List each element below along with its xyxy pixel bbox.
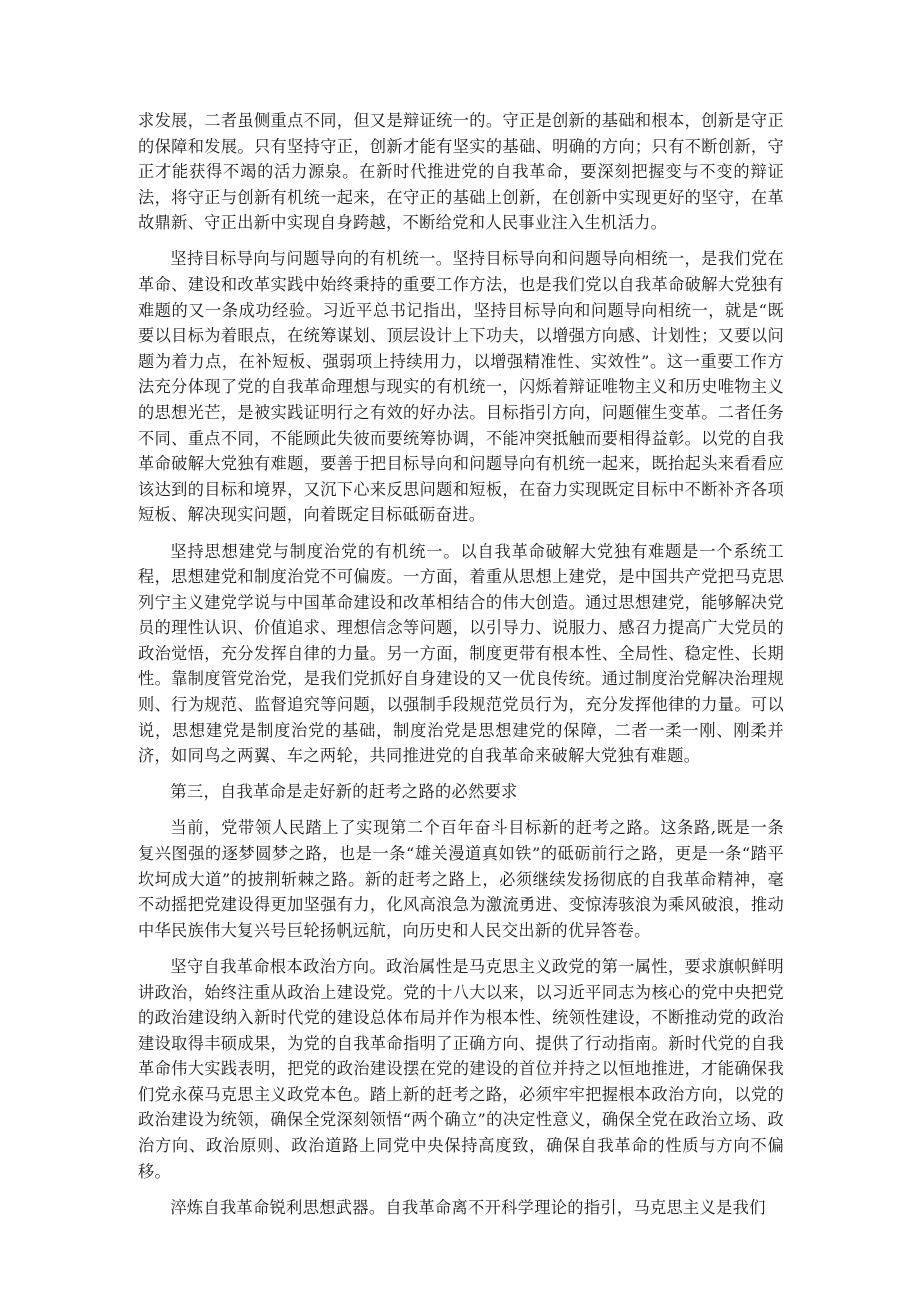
paragraph-6: 淬炼自我革命锐利思想武器。自我革命离不开科学理论的指引，马克思主义是我们	[170, 1197, 766, 1217]
document-body	[138, 108, 784, 1231]
paragraph-3: 坚持思想建党与制度治党的有机统一。以自我革命破解大党独有难题是一个系统工程，思想建党和制度治党不可偏废。一方面，着重从思想上建党，是中国共产党把马克思列宁主义建党学说与中国革命建设和改革相结合的伟大创造。通过思想建党，能够解决党员的理性认识、价值追求、理想信念等问题，以引导力、说服力、感召力提高广大党员的政治觉悟，充分发挥自律的力量。另一方面，制度更带有根本性、全局性、稳定性、长期性。靠制度管党治党，是我们党抓好自身建设的又一优良传统。通过制度治党解决治理规则、行为规范、监督追究等问题，以强制手段规范党员行为，充分发挥他律的力量。可以说，思想建党是制度治党的基础，制度治党是思想建党的保障，二者一柔一刚、刚柔并济，如同鸟之两翼、车之两轮，共同推进党的自我革命来破解大党独有难题。	[138, 541, 784, 766]
paragraph-2: 坚持目标导向与问题导向的有机统一。坚持目标导向和问题导向相统一，是我们党在革命、建设和改革实践中始终秉持的重要工作方法，也是我们党以自我革命破解大党独有难题的又一条成功经验。习近平总书记指出，坚持目标导向和问题导向相统一，就是“既要以目标为着眼点，在统筹谋划、顶层设计上下功夫，以增强方向感、计划性；又要以问题为着力点，在补短板、强弱项上持续用力，以增强精准性、实效性”。这一重要工作方法充分体现了党的自我革命理想与现实的有机统一，闪烁着辩证唯物主义和历史唯物主义的思想光芒，是被实践证明行之有效的好办法。目标指引方向，问题催生变革。二者任务不同、重点不同，不能顾此失彼而要统筹协调，不能冲突抵触而要相得益彰。以党的自我革命破解大党独有难题，要善于把目标导向和问题导向有机统一起来，既抬起头来看看应该达到的目标和境界，又沉下心来反思问题和短板，在奋力实现既定目标中不断补齐各项短板、解决现实问题，向着既定目标砥砺奋进。	[138, 249, 784, 525]
paragraph-1: 求发展，二者虽侧重点不同，但又是辩证统一的。守正是创新的基础和根本，创新是守正的保障和发展。只有坚持守正，创新才能有坚实的基础、明确的方向；只有不断创新，守正才能获得不竭的活力源泉。在新时代推进党的自我革命，要深刻把握变与不变的辩证法，将守正与创新有机统一起来，在守正的基础上创新，在创新中实现更好的坚守，在革故鼎新、守正出新中实现自身跨越，不断给党和人民事业注入生机活力。	[138, 111, 784, 233]
paragraph-4: 当前，党带领人民踏上了实现第二个百年奋斗目标新的赶考之路。这条路,既是一条复兴图强的逐梦圆梦之路，也是一条“雄关漫道真如铁”的砥砺前行之路，更是一条“踏平坎坷成大道”的披荆斩棘之路。新的赶考之路上，必须继续发扬彻底的自我革命精神，毫不动摇把党建设得更加坚强有力，化风高浪急为激流勇进、变惊涛骇浪为乘风破浪，推动中华民族伟大复兴号巨轮扬帆远航，向历史和人民交出新的优异答卷。	[138, 818, 784, 940]
section-heading: 第三，自我革命是走好新的赶考之路的必然要求	[170, 782, 518, 802]
paragraph-5: 坚守自我革命根本政治方向。政治属性是马克思主义政党的第一属性，要求旗帜鲜明讲政治，始终注重从政治上建设党。党的十八大以来，以习近平同志为核心的党中央把党的政治建设纳入新时代党的建设总体布局并作为根本性、统领性建设，不断推动党的政治建设取得丰硕成果，为党的自我革命指明了正确方向、提供了行动指南。新时代党的自我革命伟大实践表明，把党的政治建设摆在党的建设的首位并持之以恒地推进，才能确保我们党永葆马克思主义政党本色。踏上新的赶考之路，必须牢牢把握根本政治方向，以党的政治建设为统领，确保全党深刻领悟“两个确立”的决定性意义，确保全党在政治立场、政治方向、政治原则、政治道路上同党中央保持高度致，确保自我革命的性质与方向不偏移。	[138, 956, 784, 1181]
